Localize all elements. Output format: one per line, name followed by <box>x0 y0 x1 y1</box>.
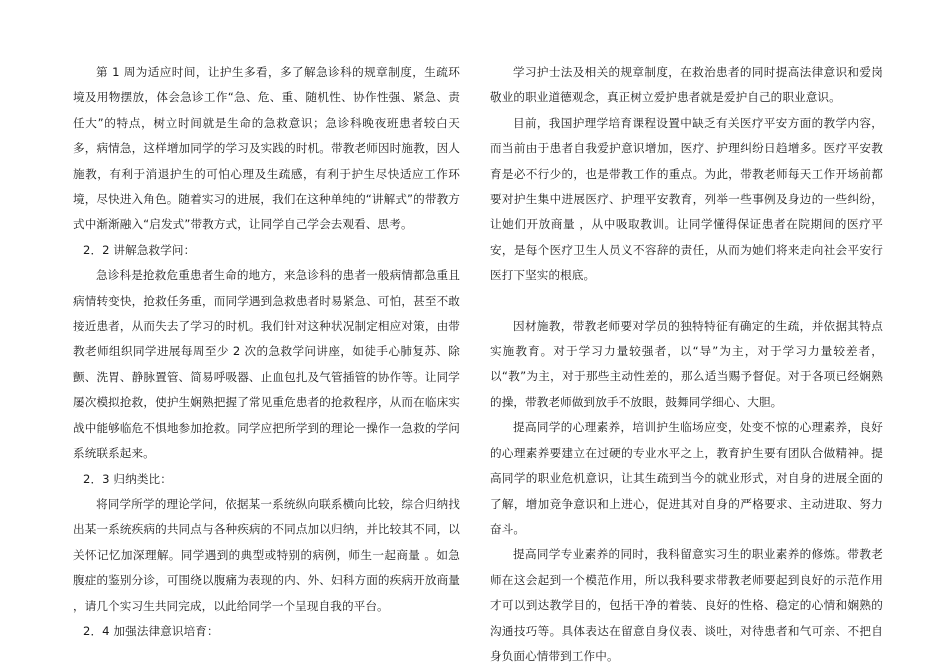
paragraph-induction-analogy: 将同学所学的理论学问，依据某一系统纵向联系横向比较，综合归纳找出某一系统疾病的共同点与各种疾病的不同点加以归纳，并比较其不同，以关怀记忆加深理解。同学遇到的典型或特别的病例，师生一起商量 。如急腹症的鉴别分诊，可围绕以腹痛为表现的内、外、妇科方面的疾病开放商量 ，请几个实习生共同完成，以此给同学一个呈现自我的平台。 <box>73 496 460 613</box>
paragraph-medical-safety: 目前，我国护理学培育课程设置中缺乏有关医疗平安方面的教学内容，而当前由于患者自我爱护意识增加，医疗、护理纠纷日趋增多。医疗平安教育是必不行少的，也是带教工作的重点。为此，带教老师每天工作开场前都要对护生集中进展医疗、护理平安教育，列举一些事例及身边的一些纠纷，让她们开放商量 ，从中吸取教训。让同学懂得保证患者在院期间的医疗平安，是每个医疗卫生人员义不容辞的责任，从而为她们将来走向社会平安行医打下坚实的根底。 <box>490 115 883 283</box>
left-column <box>73 60 460 644</box>
paragraph-psychological-quality: 提高同学的心理素养，培训护生临场应变，处变不惊的心理素养，良好的心理素养要建立在过硬的专业水平之上，教育护生要有团队合做精神。提高同学的职业危机意识，让其生疏到当今的就业形式，对自身的进展全面的了解，增加竞争意识和上进心，促进其对自身的严格要求、主动进取、努力奋斗。 <box>490 420 883 536</box>
paragraph-individualized-teaching: 因材施教，带教老师要对学员的独特特征有确定的生疏，并依据其特点实施教育。对于学习力量较强者，以“导”为主，对于学习力量较差者，以“教”为主，对于那些主动性差的，那么适当赐予督促。对于各项已经娴熟的操，带教老师做到放手不放眼，鼓舞同学细心、大胆。 <box>490 318 883 409</box>
paragraph-nursing-law: 学习护士法及相关的规章制度，在救治患者的同时提高法律意识和爱岗敬业的职业道德观念，真正树立爱护患者就是爱护自己的职业意识。 <box>490 65 883 105</box>
section-heading-2-4: 2．4 加强法律意识培育： <box>83 623 219 638</box>
paragraph-emergency-knowledge: 急诊科是抢救危重患者生命的地方，来急诊科的患者一般病情都急重且病情转变快，抢救任务重，而同学遇到急救患者时易紧急、可怕，甚至不敢接近患者，从而失去了学习的时机。我们针对这种状况制定相应对策，由带教老师组织同学进展每周至少 2 次的急救学问讲座，如徒手心肺复苏、除颤、洗胃、静脉置管、简易呼吸器、止血包扎及气管插管的协作等。让同学屡次模拟抢救，使护生娴熟把握了常见重危患者的抢救程序，从而在临床实战中能够临危不惧地参加抢救。同学应把所学到的理论一操作一急救的学问系统联系起来。 <box>73 268 460 461</box>
section-heading-2-3: 2．3 归纳类比： <box>83 471 172 486</box>
section-heading-2-2: 2．2 讲解急救学问： <box>83 242 196 257</box>
right-column <box>490 60 883 669</box>
paragraph-professional-quality: 提高同学专业素养的同时，我科留意实习生的职业素养的修炼。带教老师在这会起到一个模范作用，所以我科要求带教老师要起到良好的示范作用才可以到达教学目的，包括干净的着装、良好的性格、稳定的心情和娴熟的沟通技巧等。具体表达在留意自身仪表、谈吐，对待患者和气可亲、不把自身负面心情带到工作中。 <box>490 547 883 663</box>
paragraph-adaptation-period: 第 1 周为适应时间，让护生多看，多了解急诊科的规章制度，生疏环境及用物摆放，体会急诊工作“急、危、重、随机性、协作性强、紧急、责任大”的特点，树立时间就是生命的急救意识；急诊科晚夜班患者较白天多，病情急，这样增加同学的学习及实践的时机。带教老师因时施教，因人施教，有利于消退护生的可怕心理及生疏感，有利于护生尽快适应工作环境，尽快进入角色。随着实习的进展，我们在这种单纯的“讲解式”的带教方式中渐渐融入“启发式”带教方式，让同学自己学会去观看、思考。 <box>73 65 460 232</box>
